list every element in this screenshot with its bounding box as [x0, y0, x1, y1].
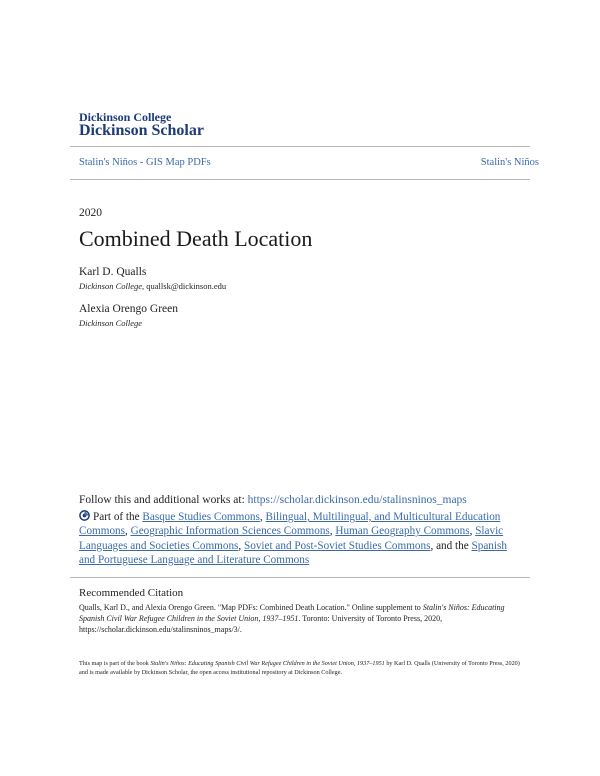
follow-url-link[interactable]: https://scholar.dickinson.edu/stalinsninos_maps — [247, 494, 467, 506]
citation-heading: Recommended Citation — [79, 587, 184, 599]
commons-link[interactable]: Basque Studies Commons — [142, 511, 260, 523]
commons-link[interactable]: Spanish and Portuguese Language and Literature Commons — [79, 539, 507, 566]
series-link[interactable]: Stalin's Niños — [480, 157, 539, 168]
commons-link[interactable]: Slavic Languages and Societies Commons — [79, 525, 504, 552]
author-affiliation: Dickinson College, quallsk@dickinson.edu — [79, 281, 227, 291]
commons-link[interactable]: Bilingual, Multilingual, and Multicultural Education Commons — [79, 511, 501, 538]
part-of-conjunction: and the — [436, 539, 469, 552]
affiliation-text: Dickinson College — [79, 281, 143, 291]
commons-link[interactable]: Soviet and Post-Soviet Studies Commons — [244, 539, 431, 552]
commons-link[interactable]: Geographic Information Sciences Commons — [130, 525, 330, 538]
follow-line — [79, 494, 467, 506]
top-divider — [70, 146, 530, 147]
footnote-pre: This map is part of the book — [79, 660, 149, 667]
citation-text — [79, 602, 529, 635]
page-title: Combined Death Location — [79, 226, 313, 251]
follow-label: Follow this and additional works at: — [79, 494, 245, 506]
repository-name[interactable]: Dickinson Scholar — [79, 122, 204, 139]
part-of-commons: Part of the Basque Studies Commons, Bilingual, Multilingual, and Multicultural Education Commons, Geographic Information Sciences Commons, Human Geography Commons, Slavic Languages and Societies Commons, Soviet and Post-Soviet Studies Commons, and the Spanish and Portuguese Language and Literature Commons — [79, 511, 507, 566]
author-name: Karl D. Qualls — [79, 266, 147, 278]
citation-divider — [70, 577, 530, 578]
citation-pre: Qualls, Karl D., and Alexia Orengo Green. "Map PDFs: Combined Death Location." Online supplement to — [79, 603, 421, 612]
commons-link[interactable]: Human Geography Commons — [335, 525, 470, 538]
footnote — [79, 659, 529, 677]
footnote-book-title: Stalin's Niños: Educating Spanish Civil War Refugee Children in the Soviet Union, 1937–1951 — [150, 660, 385, 667]
author-name: Alexia Orengo Green — [79, 303, 178, 315]
citation-book-title: Stalin's Niños: Educating Spanish Civil War Refugee Children in the Soviet Union, 1937–1951 — [79, 603, 505, 623]
creative-commons-icon — [79, 510, 90, 521]
institution-name: Dickinson College — [79, 110, 172, 124]
collection-link[interactable]: Stalin's Niños - GIS Map PDFs — [79, 157, 211, 168]
footnote-post: by Karl D. Qualls (University of Toronto Press, 2020) and is made available by Dickinson Scholar, the open access institutional repository at Dickinson College. — [79, 660, 520, 676]
part-of-label: Part of the — [93, 511, 140, 523]
nav-divider — [70, 179, 530, 180]
author-email[interactable]: quallsk@dickinson.edu — [146, 281, 227, 291]
publication-year: 2020 — [79, 207, 102, 219]
citation-post: . Toronto: University of Toronto Press, 2020, https://scholar.dickinson.edu/stalinsninos_maps/3/. — [79, 614, 443, 634]
author-affiliation: Dickinson College — [79, 318, 143, 328]
